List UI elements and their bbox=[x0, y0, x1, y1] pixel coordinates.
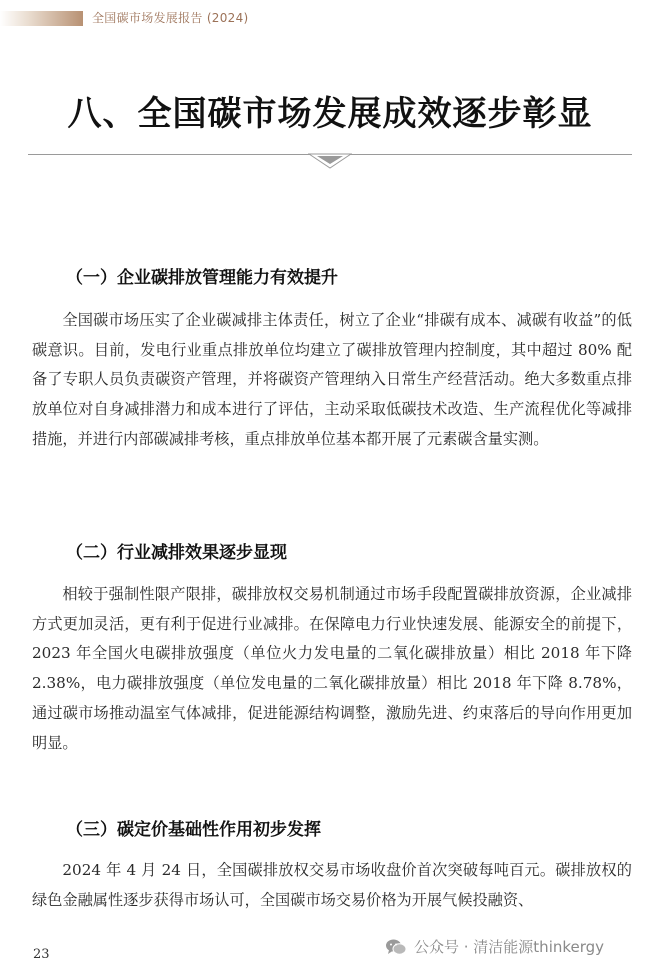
wechat-watermark bbox=[385, 936, 604, 957]
wechat-icon bbox=[385, 938, 407, 956]
section-heading-3: （三）碳定价基础性作用初步发挥 bbox=[66, 820, 321, 840]
header-accent-bar bbox=[0, 11, 83, 26]
section-paragraph-3: 2024 年 4 月 24 日，全国碳排放权交易市场收盘价首次突破每吨百元。碳排放权的绿色金融属性逐步获得市场认可，全国碳市场交易价格为开展气候投融资、 bbox=[32, 861, 632, 909]
section-heading-2: （二）行业减排效果逐步显现 bbox=[66, 543, 287, 563]
page-number: 23 bbox=[33, 947, 50, 962]
section-heading-1: （一）企业碳排放管理能力有效提升 bbox=[66, 268, 338, 288]
divider-chevron-icon bbox=[308, 147, 352, 169]
section-paragraph-1: 全国碳市场压实了企业碳减排主体责任，树立了企业“排碳有成本、减碳有收益”的低碳意识。目前，发电行业重点排放单位均建立了碳排放管理内控制度，其中超过 80% 配备了专职人员负责碳资产管理，并将碳资产管理纳入日常生产经营活动。绝大多数重点排放单位对自身减排潜力和成本进行了评估，主动采取低碳技术改造、生产流程优化等减排措施，并进行内部碳减排考核，重点排放单位基本都开展了元素碳含量实测。 bbox=[32, 311, 632, 448]
chapter-title: 八、全国碳市场发展成效逐步彰显 bbox=[67, 94, 593, 134]
report-title: 全国碳市场发展报告 (2024) bbox=[92, 11, 249, 25]
watermark-text: 公众号 · 清洁能源thinkergy bbox=[414, 938, 605, 956]
section-paragraph-2: 相较于强制性限产限排，碳排放权交易机制通过市场手段配置碳排放资源，企业减排方式更加灵活，更有利于促进行业减排。在保障电力行业快速发展、能源安全的前提下，2023 年全国火电碳排放强度（单位火力发电量的二氧化碳排放量）相比 2018 年下降 2.38%，电力碳排放强度（单位发电量的二氧化碳排放量）相比 2018 年下降 8.78%，通过碳市场推动温室气体减排，促进能源结构调整，激励先进、约束落后的导向作用更加明显。 bbox=[32, 585, 632, 752]
